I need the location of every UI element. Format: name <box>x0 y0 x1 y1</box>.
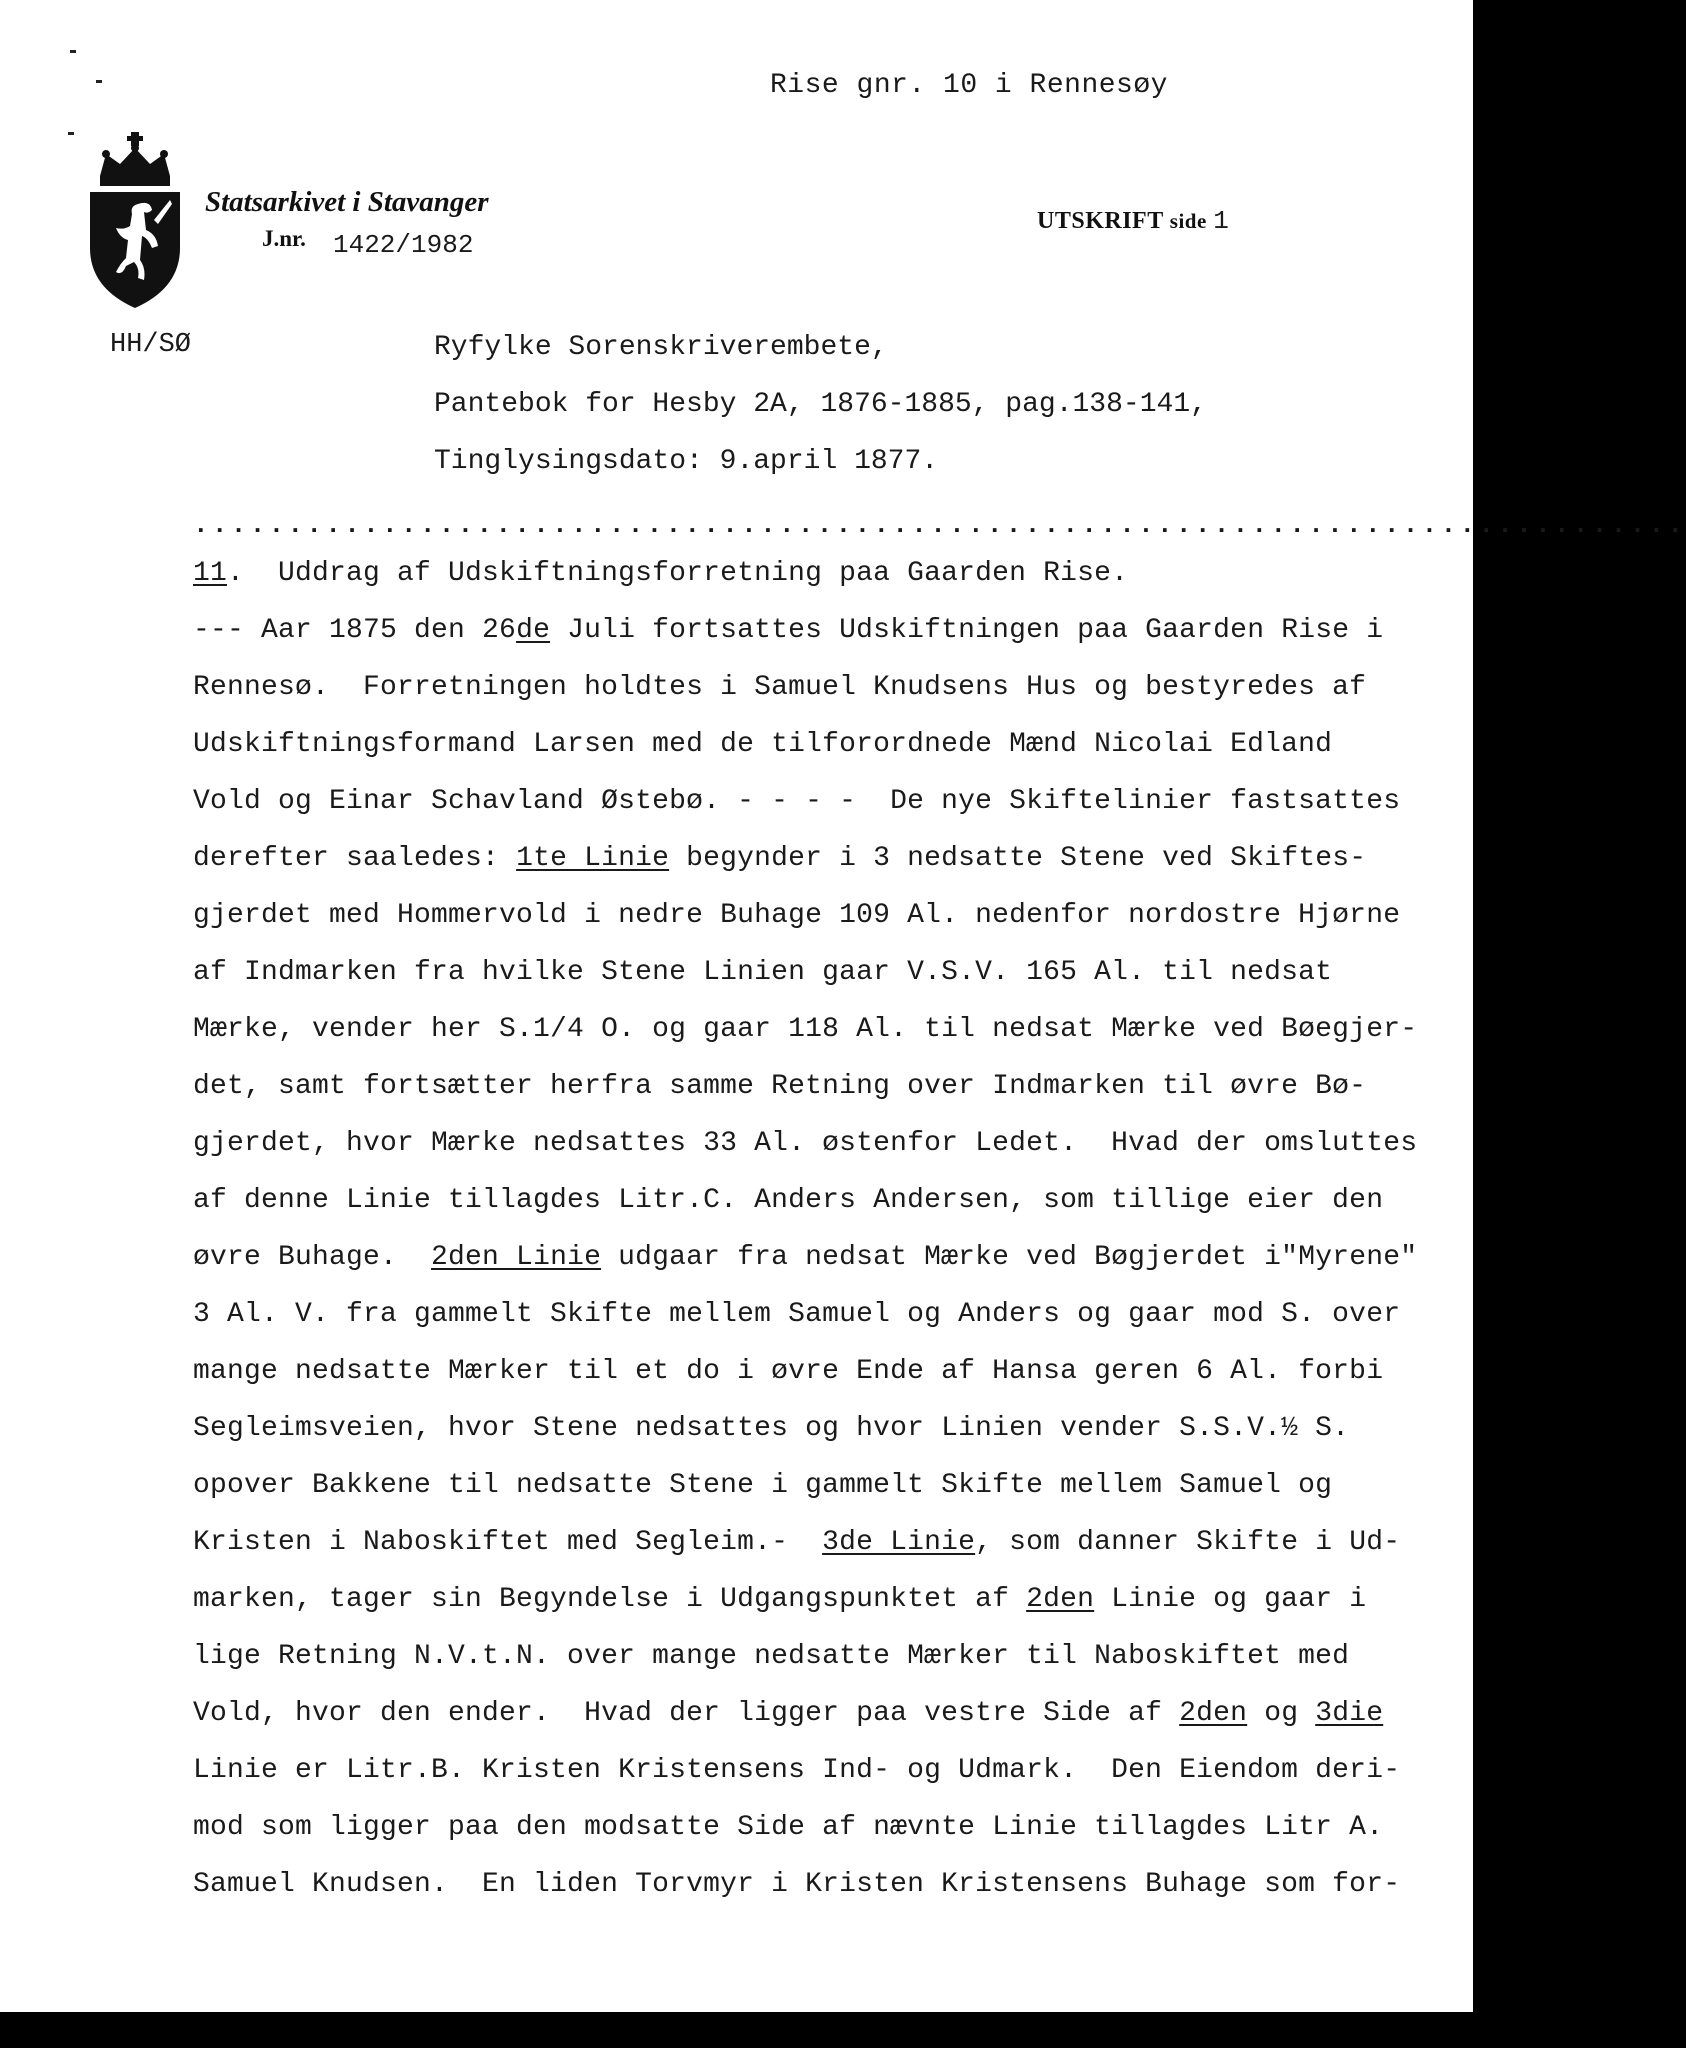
text-line: Kristen i Naboskiftet med Segleim.- 3de Linie, som danner Skifte i Ud- <box>193 1527 1401 1558</box>
source-mortgage-book: Pantebok for Hesby 2A, 1876-1885, pag.138-141, <box>434 389 1207 420</box>
text-line: mange nedsatte Mærker til et do i øvre Ende af Hansa geren 6 Al. forbi <box>193 1356 1384 1387</box>
property-reference: Rise gnr. 10 i Rennesøy <box>770 70 1168 101</box>
text-line: --- Aar 1875 den 26de Juli fortsattes Udskiftningen paa Gaarden Rise i <box>193 615 1384 646</box>
text-line: marken, tager sin Begyndelse i Udgangspunktet af 2den Linie og gaar i <box>193 1584 1367 1615</box>
archive-name: Statsarkivet i Stavanger <box>205 186 489 218</box>
text-line: opover Bakkene til nedsatte Stene i gammelt Skifte mellem Samuel og <box>193 1470 1333 1501</box>
text-line: 11. Uddrag af Udskiftningsforretning paa Gaarden Rise. <box>193 558 1129 589</box>
text-line: lige Retning N.V.t.N. over mange nedsatte Mærker til Naboskiftet med <box>193 1641 1350 1672</box>
text-line: af denne Linie tillagdes Litr.C. Anders Andersen, som tillige eier den <box>193 1185 1384 1216</box>
text-line: mod som ligger paa den modsatte Side af nævnte Linie tillagdes Litr A. <box>193 1812 1384 1843</box>
journal-number-label: J.nr. <box>262 226 306 251</box>
text-line: Vold, hvor den ender. Hvad der ligger paa vestre Side af 2den og 3die <box>193 1698 1384 1729</box>
text-line: Vold og Einar Schavland Østebø. - - - - De nye Skiftelinier fastsattes <box>193 786 1401 817</box>
source-office: Ryfylke Sorenskriverembete, <box>434 332 888 363</box>
scan-border <box>0 2012 1473 2048</box>
edge-mark <box>68 132 74 135</box>
text-line: øvre Buhage. 2den Linie udgaar fra nedsat Mærke ved Bøgjerdet i"Myrene" <box>193 1242 1418 1273</box>
dotted-separator: ............................................................................... <box>193 510 1686 540</box>
source-registration-date: Tinglysingsdato: 9.april 1877. <box>434 446 939 477</box>
utskrift-label: UTSKRIFT <box>1037 208 1164 234</box>
text-line: Mærke, vender her S.1/4 O. og gaar 118 Al. til nedsat Mærke ved Bøegjer- <box>193 1014 1418 1045</box>
text-line: det, samt fortsætter herfra samme Retning over Indmarken til øvre Bø- <box>193 1071 1367 1102</box>
text-line: Segleimsveien, hvor Stene nedsattes og hvor Linien vender S.S.V.½ S. <box>193 1413 1350 1444</box>
text-line: gjerdet, hvor Mærke nedsattes 33 Al. østenfor Ledet. Hvad der omsluttes <box>193 1128 1418 1159</box>
text-line: gjerdet med Hommervold i nedre Buhage 109 Al. nedenfor nordostre Hjørne <box>193 900 1401 931</box>
utskrift-heading <box>1037 206 1229 236</box>
initials: HH/SØ <box>110 330 192 360</box>
text-line: Linie er Litr.B. Kristen Kristensens Ind- og Udmark. Den Eiendom deri- <box>193 1755 1401 1786</box>
entry-number: 11 <box>193 558 228 589</box>
text-line: af Indmarken fra hvilke Stene Linien gaar V.S.V. 165 Al. til nedsat <box>193 957 1333 988</box>
text-line: derefter saaledes: 1te Linie begynder i 3 nedsatte Stene ved Skiftes- <box>193 843 1367 874</box>
side-label: side <box>1169 209 1207 233</box>
norwegian-coat-of-arms-icon <box>86 130 184 310</box>
edge-mark <box>70 50 76 53</box>
text-line: Rennesø. Forretningen holdtes i Samuel Knudsens Hus og bestyredes af <box>193 672 1367 703</box>
text-line: Samuel Knudsen. En liden Torvmyr i Kristen Kristensens Buhage som for- <box>193 1869 1401 1900</box>
page-number: 1 <box>1213 206 1230 236</box>
edge-mark <box>96 80 102 83</box>
text-line: Udskiftningsformand Larsen med de tilforordnede Mænd Nicolai Edland <box>193 729 1333 760</box>
journal-number: 1422/1982 <box>333 230 474 260</box>
text-line: 3 Al. V. fra gammelt Skifte mellem Samuel og Anders og gaar mod S. over <box>193 1299 1401 1330</box>
